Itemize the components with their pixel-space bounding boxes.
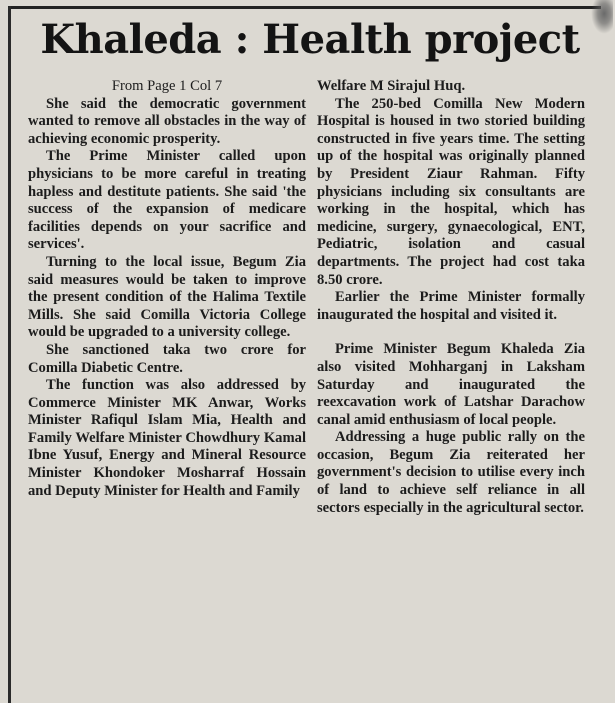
paragraph-continued: Welfare M Sirajul Huq.: [317, 78, 466, 94]
paragraph: Addressing a huge public rally on the occasion, Begum Zia reiterated her government's decision to utilise every inch of land to achieve self reliance in all sectors especially in the agricultural sector.: [317, 429, 585, 516]
paragraph: The 250-bed Comilla New Modern Hospital is housed in two storied building constructed in five years time. The setting up of the hospital was originally planned by President Ziaur Rahman. Fifty physicians including six consultants are working in the hospital, which has medicine, surgery, gynaecological, ENT, Pediatric, isolation and casual departments. The project had cost taka 8.50 crore.: [317, 95, 585, 288]
paragraph: Earlier the Prime Minister formally inaugurated the hospital and visited it.: [317, 289, 585, 323]
right-column: [317, 78, 585, 517]
continuation-reference: From Page 1 Col 7: [111, 78, 223, 94]
paragraph: She said the democratic government wanted to remove all obstacles in the way of achieving economic prosperity.: [28, 95, 306, 147]
left-column: [28, 78, 306, 500]
top-border-rule: [10, 6, 601, 9]
headline: Khaleda : Health project: [40, 16, 580, 63]
paragraph: She sanctioned taka two crore for Comilla Diabetic Centre.: [28, 341, 306, 376]
left-border-rule: [8, 6, 11, 703]
paragraph: The function was also addressed by Commerce Minister MK Anwar, Works Minister Rafiqul Islam Mia, Health and Family Welfare Minister Chowdhury Kamal Ibne Yusuf, Energy and Mineral Resource Minister Khondoker Mosharraf Hossain and Deputy Minister for Health and Family: [28, 377, 306, 499]
paragraph: Prime Minister Begum Khaleda Zia also visited Mohharganj in Laksham Saturday and inaugurated the reexcavation work of Latshar Darachow canal amid enthusiasm of local people.: [317, 341, 585, 428]
paragraph: Turning to the local issue, Begum Zia said measures would be taken to improve the present condition of the Halima Textile Mills. She said Comilla Victoria College would be upgraded to a university college.: [28, 253, 306, 341]
paragraph: The Prime Minister called upon physicians to be more careful in treating hapless and destitute patients. She said 'the success of the expansion of medicare facilities depends on your sacrifice and services'.: [28, 148, 306, 253]
scan-smudge: [591, 0, 613, 34]
